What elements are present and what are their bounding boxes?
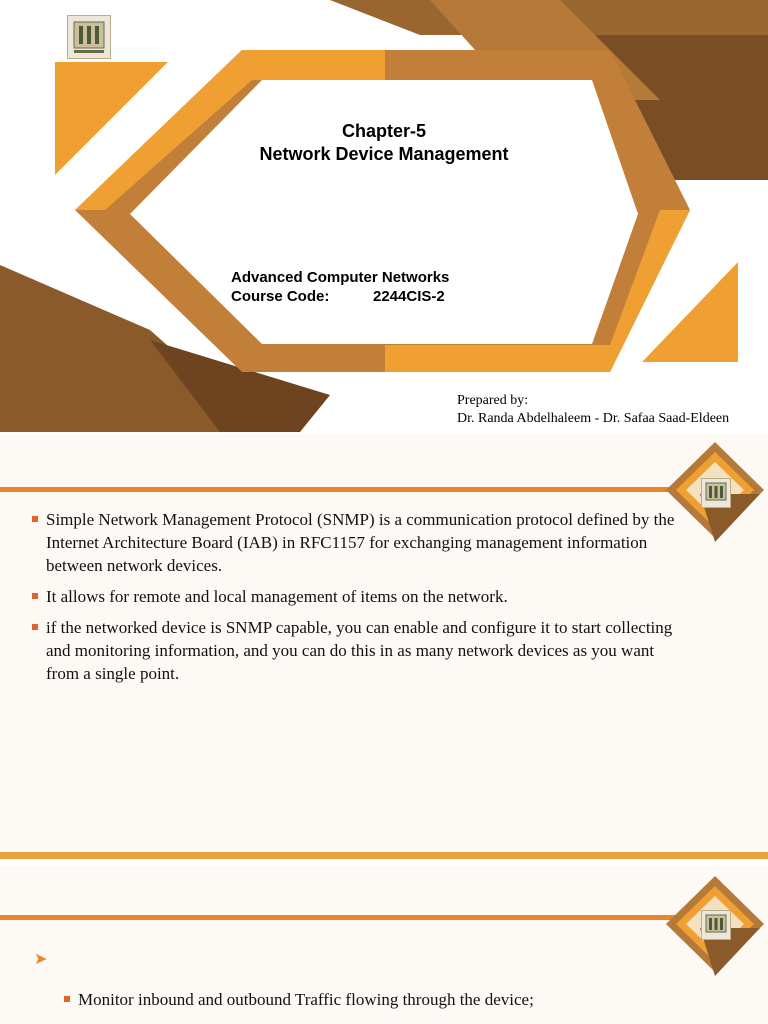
hexagon-frame-top-orange — [242, 50, 385, 80]
course-info — [231, 268, 449, 306]
university-logo-icon — [67, 15, 111, 59]
list-item — [62, 988, 702, 1011]
bullet-text: Simple Network Management Protocol (SNMP) is a communication protocol defined by the Internet Architecture Board (IAB) in RFC1157 for exchanging management information between network devices. — [46, 510, 675, 575]
slide-gap — [0, 854, 768, 866]
list-item — [30, 585, 690, 608]
title-slide — [0, 0, 768, 432]
hexagon-frame-bottom-orange — [385, 345, 610, 372]
snmp-bullet-list — [30, 508, 690, 693]
bullet-text: if the networked device is SNMP capable, you can enable and configure it to start collecting and monitoring information, and you can do this in as many network devices as you want from a single point. — [46, 618, 673, 683]
square-bullet-icon — [32, 593, 38, 599]
list-item — [30, 616, 690, 685]
slide-gap-top-line — [0, 854, 768, 859]
content-slide-continued — [0, 866, 768, 1024]
square-bullet-icon — [32, 624, 38, 630]
logo-glyph — [702, 911, 730, 939]
square-bullet-icon — [32, 516, 38, 522]
university-logo-icon — [701, 478, 731, 508]
prepared-names: Dr. Randa Abdelhaleem - Dr. Safaa Saad-Eldeen — [457, 411, 730, 426]
list-item — [30, 508, 690, 577]
title-slide-decoration — [0, 0, 768, 432]
logo-glyph — [702, 479, 730, 507]
chapter-subtitle: Network Device Management — [259, 144, 509, 164]
header-divider — [0, 487, 690, 492]
course-code-value: 2244CIS-2 — [373, 288, 445, 305]
chapter-heading: Chapter-5 — [341, 121, 426, 141]
bullet-text: It allows for remote and local management of items on the network. — [46, 587, 508, 606]
sub-bullet-list — [62, 988, 702, 1011]
header-divider — [0, 915, 690, 920]
course-code-label: Course Code: — [231, 288, 330, 305]
logo-glyph — [68, 16, 110, 58]
bullet-text: Monitor inbound and outbound Traffic flowing through the device; — [78, 990, 534, 1009]
slide-title — [0, 120, 768, 166]
course-name: Advanced Computer Networks — [231, 269, 450, 286]
content-slide-snmp — [0, 434, 768, 854]
arrow-bullet-icon: ➤ — [34, 951, 48, 968]
university-logo-icon — [701, 910, 731, 940]
prepared-label: Prepared by: — [457, 393, 529, 408]
course-code-row — [231, 287, 449, 306]
prepared-by — [457, 392, 729, 428]
square-bullet-icon — [64, 996, 70, 1002]
